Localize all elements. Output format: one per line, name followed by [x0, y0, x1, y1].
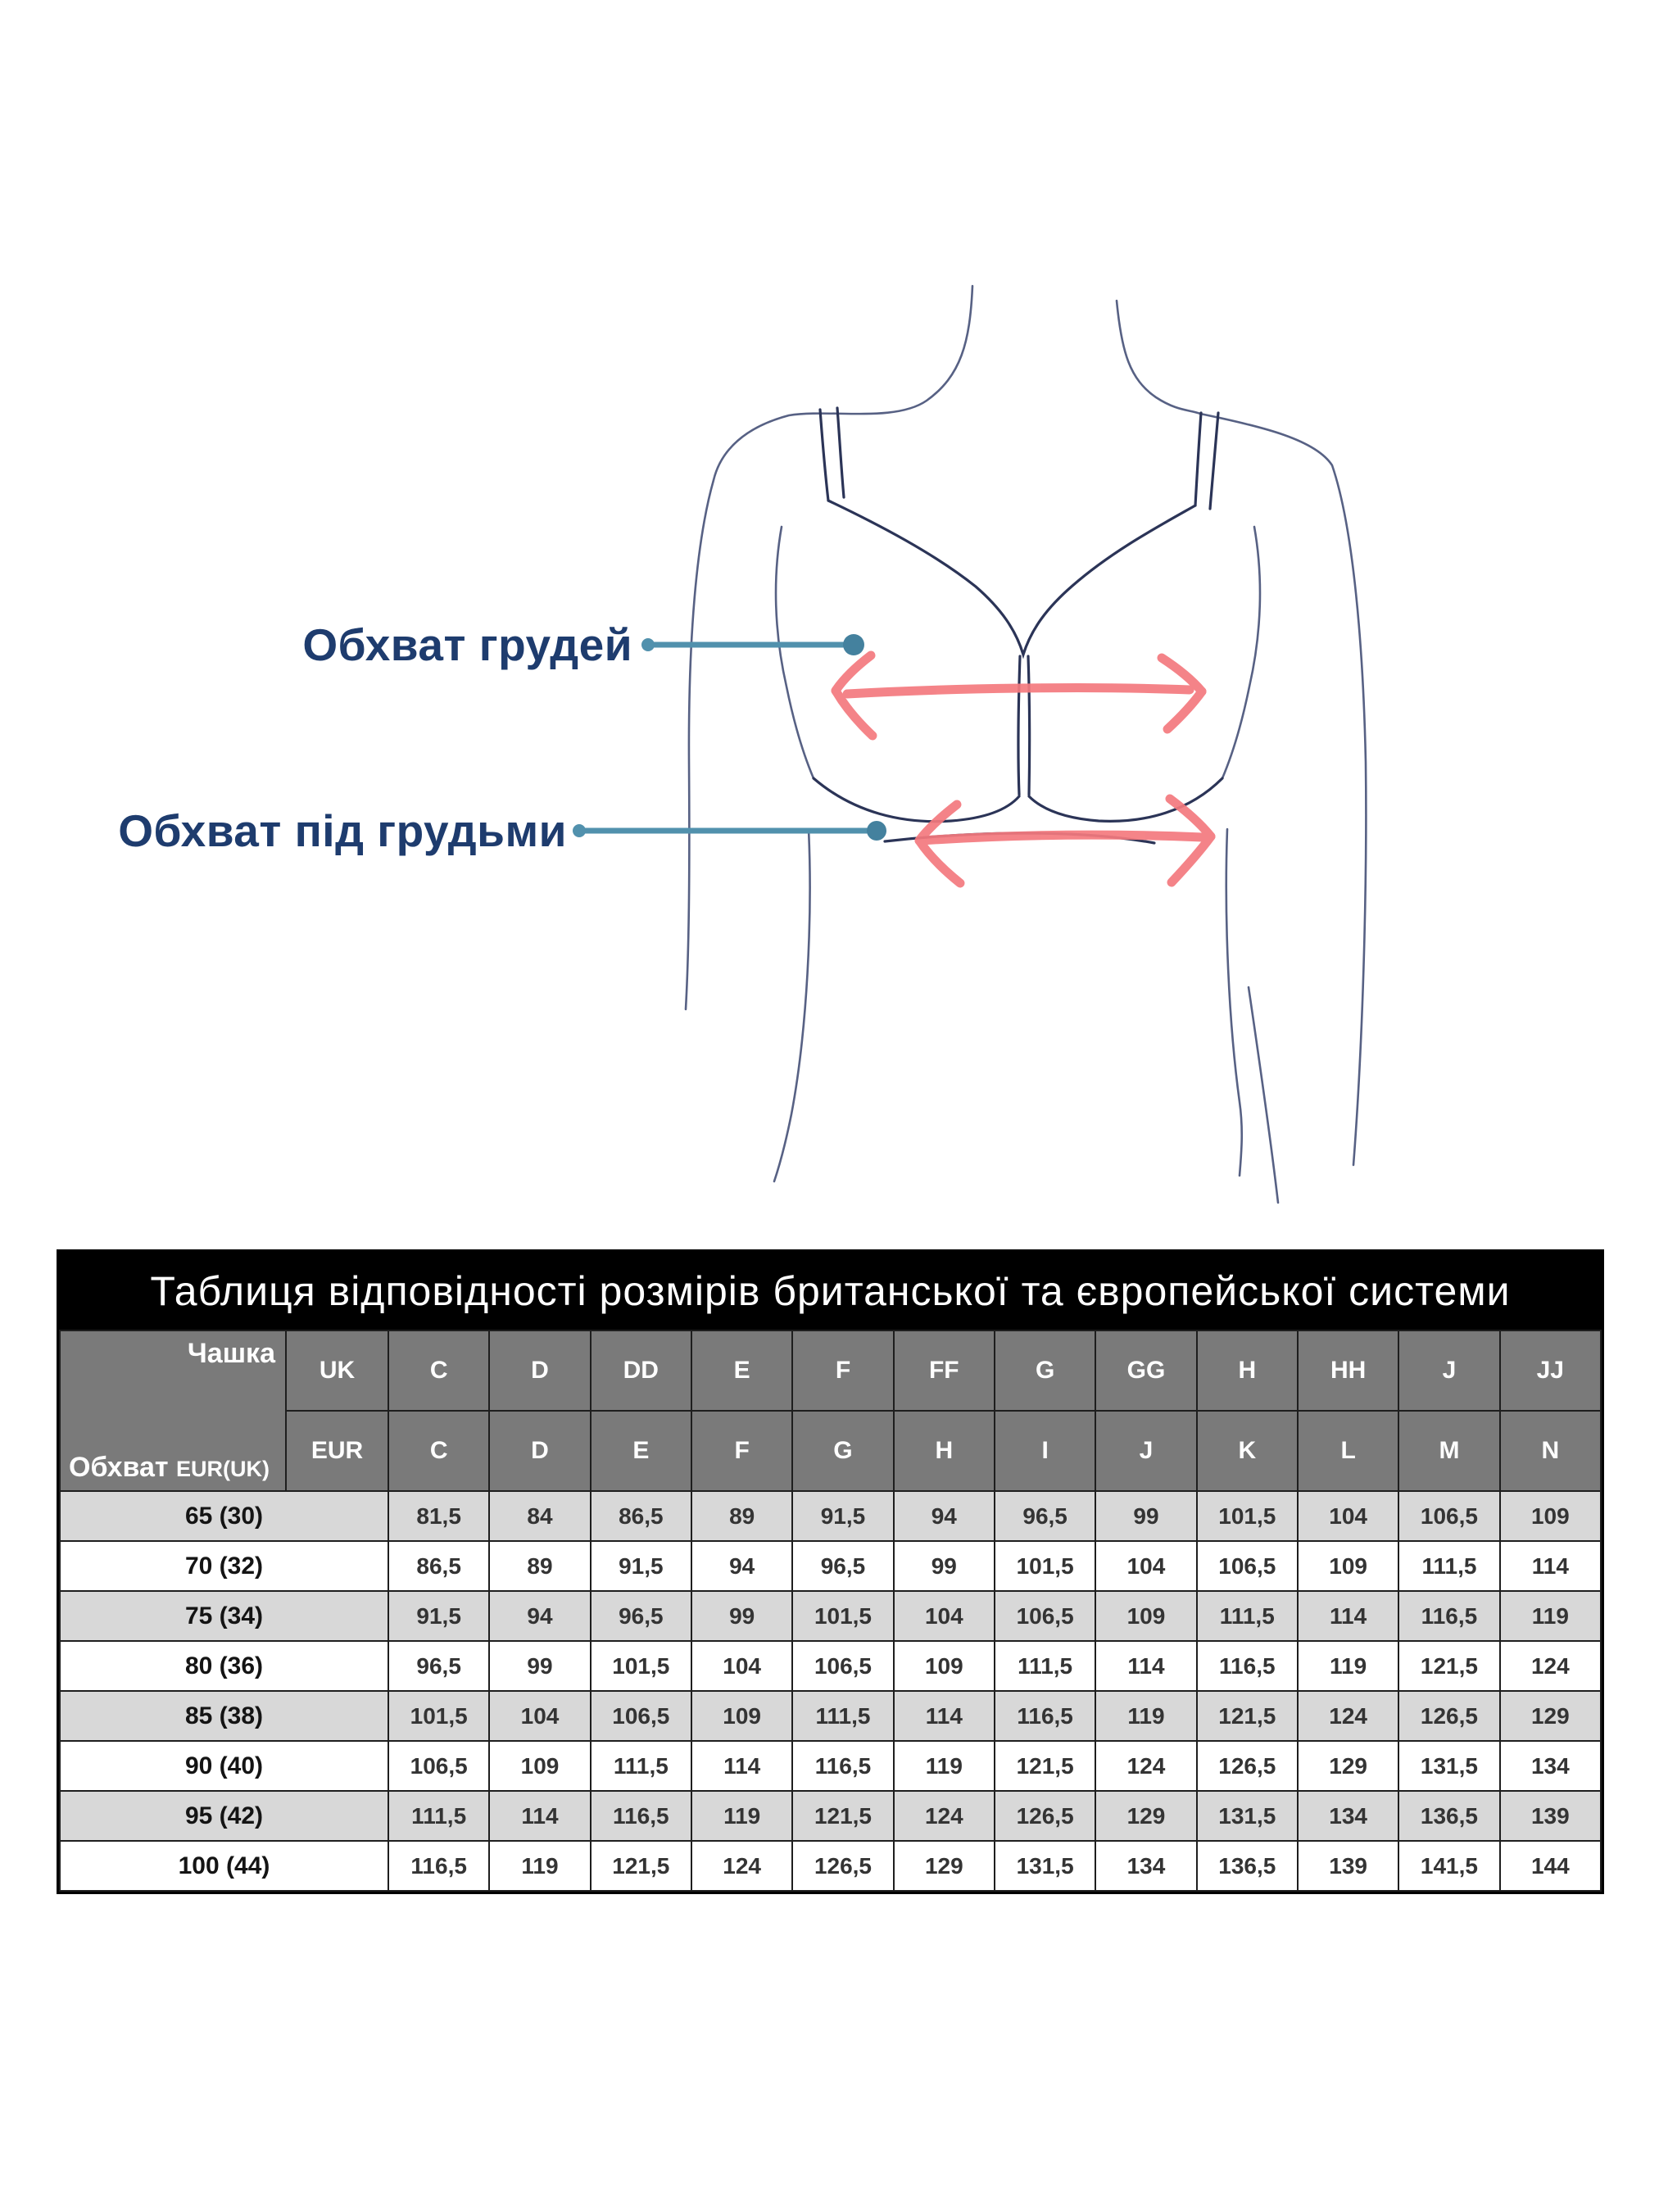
table-row: [60, 1541, 1601, 1591]
size-value-cell: 106,5: [591, 1691, 691, 1741]
size-value-cell: 134: [1500, 1741, 1601, 1791]
cup-size-header: G: [995, 1330, 1095, 1411]
cup-size-header: M: [1398, 1411, 1499, 1491]
size-value-cell: 126,5: [1398, 1691, 1499, 1741]
row-girth-label: 65 (30): [60, 1491, 388, 1541]
size-value-cell: 126,5: [792, 1841, 893, 1891]
table-row: [60, 1491, 1601, 1541]
size-value-cell: 141,5: [1398, 1841, 1499, 1891]
size-value-cell: 121,5: [1197, 1691, 1298, 1741]
row-girth-label: 80 (36): [60, 1641, 388, 1691]
size-value-cell: 126,5: [995, 1791, 1095, 1841]
cup-size-header: D: [489, 1330, 590, 1411]
size-value-cell: 81,5: [388, 1491, 489, 1541]
size-value-cell: 96,5: [388, 1641, 489, 1691]
row-girth-label: 90 (40): [60, 1741, 388, 1791]
underbust-label: Обхват під грудьми: [118, 805, 567, 856]
cup-size-header: E: [591, 1411, 691, 1491]
size-value-cell: 109: [1095, 1591, 1196, 1641]
eur-system-label: EUR: [286, 1411, 388, 1491]
uk-system-label: UK: [286, 1330, 388, 1411]
size-value-cell: 116,5: [591, 1791, 691, 1841]
row-girth-label: 95 (42): [60, 1791, 388, 1841]
size-value-cell: 134: [1298, 1791, 1398, 1841]
cup-size-header: J: [1095, 1411, 1196, 1491]
size-value-cell: 91,5: [792, 1491, 893, 1541]
cup-size-header: FF: [894, 1330, 995, 1411]
size-value-cell: 116,5: [995, 1691, 1095, 1741]
size-value-cell: 101,5: [792, 1591, 893, 1641]
size-value-cell: 136,5: [1197, 1841, 1298, 1891]
table-row: [60, 1841, 1601, 1891]
size-value-cell: 114: [894, 1691, 995, 1741]
size-value-cell: 134: [1095, 1841, 1196, 1891]
size-value-cell: 99: [691, 1591, 792, 1641]
table-row: [60, 1591, 1601, 1641]
underbust-connector-line: [573, 821, 886, 841]
size-value-cell: 96,5: [591, 1591, 691, 1641]
size-value-cell: 106,5: [792, 1641, 893, 1691]
size-value-cell: 94: [489, 1591, 590, 1641]
size-value-cell: 84: [489, 1491, 590, 1541]
cup-size-header: H: [894, 1411, 995, 1491]
size-value-cell: 111,5: [792, 1691, 893, 1741]
size-value-cell: 116,5: [388, 1841, 489, 1891]
size-value-cell: 106,5: [388, 1741, 489, 1791]
size-value-cell: 119: [691, 1791, 792, 1841]
size-value-cell: 109: [894, 1641, 995, 1691]
row-girth-label: 100 (44): [60, 1841, 388, 1891]
row-girth-label: 70 (32): [60, 1541, 388, 1591]
table-row: [60, 1641, 1601, 1691]
size-value-cell: 109: [1500, 1491, 1601, 1541]
size-value-cell: 106,5: [1398, 1491, 1499, 1541]
uk-header-row: [60, 1330, 1601, 1411]
size-value-cell: 131,5: [1398, 1741, 1499, 1791]
size-value-cell: 111,5: [591, 1741, 691, 1791]
size-value-cell: 111,5: [1398, 1541, 1499, 1591]
size-value-cell: 131,5: [1197, 1791, 1298, 1841]
cup-size-header: DD: [591, 1330, 691, 1411]
eur-header-row: [60, 1411, 1601, 1491]
size-value-cell: 104: [1095, 1541, 1196, 1591]
size-value-cell: 121,5: [995, 1741, 1095, 1791]
size-value-cell: 111,5: [995, 1641, 1095, 1691]
size-table: [57, 1249, 1604, 1894]
size-value-cell: 96,5: [995, 1491, 1095, 1541]
size-value-cell: 99: [489, 1641, 590, 1691]
size-value-cell: 121,5: [591, 1841, 691, 1891]
table-row: [60, 1741, 1601, 1791]
cup-size-header: GG: [1095, 1330, 1196, 1411]
size-value-cell: 144: [1500, 1841, 1601, 1891]
size-value-cell: 121,5: [1398, 1641, 1499, 1691]
row-girth-label: 85 (38): [60, 1691, 388, 1741]
size-table-grid: [59, 1330, 1602, 1892]
size-value-cell: 104: [894, 1591, 995, 1641]
size-value-cell: 119: [489, 1841, 590, 1891]
cup-size-header: C: [388, 1411, 489, 1491]
torso-outline-drawing: [686, 286, 1366, 1203]
size-value-cell: 124: [1500, 1641, 1601, 1691]
size-value-cell: 114: [1500, 1541, 1601, 1591]
row-girth-label: 75 (34): [60, 1591, 388, 1641]
size-value-cell: 99: [894, 1541, 995, 1591]
size-value-cell: 114: [1095, 1641, 1196, 1691]
size-value-cell: 129: [1095, 1791, 1196, 1841]
cup-size-header: H: [1197, 1330, 1298, 1411]
size-table-body: [60, 1491, 1601, 1891]
size-value-cell: 101,5: [1197, 1491, 1298, 1541]
size-value-cell: 109: [691, 1691, 792, 1741]
size-value-cell: 109: [1298, 1541, 1398, 1591]
size-value-cell: 129: [1298, 1741, 1398, 1791]
size-value-cell: 124: [691, 1841, 792, 1891]
size-value-cell: 131,5: [995, 1841, 1095, 1891]
cup-size-header: K: [1197, 1411, 1298, 1491]
size-value-cell: 119: [1095, 1691, 1196, 1741]
size-value-cell: 114: [489, 1791, 590, 1841]
size-value-cell: 111,5: [388, 1791, 489, 1841]
size-value-cell: 129: [894, 1841, 995, 1891]
cup-size-header: C: [388, 1330, 489, 1411]
size-value-cell: 106,5: [995, 1591, 1095, 1641]
bust-label: Обхват грудей: [302, 619, 632, 670]
size-value-cell: 104: [489, 1691, 590, 1741]
size-value-cell: 126,5: [1197, 1741, 1298, 1791]
size-value-cell: 119: [1298, 1641, 1398, 1691]
size-value-cell: 124: [1298, 1691, 1398, 1741]
size-value-cell: 124: [1095, 1741, 1196, 1791]
size-value-cell: 116,5: [1197, 1641, 1298, 1691]
size-value-cell: 94: [894, 1491, 995, 1541]
size-value-cell: 96,5: [792, 1541, 893, 1591]
size-value-cell: 119: [1500, 1591, 1601, 1641]
corner-cell: [60, 1330, 286, 1491]
table-row: [60, 1791, 1601, 1841]
size-value-cell: 101,5: [388, 1691, 489, 1741]
bust-connector-line: [641, 634, 864, 655]
table-row: [60, 1691, 1601, 1741]
size-value-cell: 124: [894, 1791, 995, 1841]
cup-size-header: G: [792, 1411, 893, 1491]
size-value-cell: 101,5: [995, 1541, 1095, 1591]
size-value-cell: 116,5: [1398, 1591, 1499, 1641]
size-value-cell: 86,5: [388, 1541, 489, 1591]
size-value-cell: 104: [691, 1641, 792, 1691]
size-value-cell: 106,5: [1197, 1541, 1298, 1591]
size-value-cell: 86,5: [591, 1491, 691, 1541]
size-value-cell: 99: [1095, 1491, 1196, 1541]
cup-size-header: HH: [1298, 1330, 1398, 1411]
size-value-cell: 89: [489, 1541, 590, 1591]
corner-girth-label: Обхват EUR(UK): [69, 1452, 270, 1483]
table-title: Таблиця відповідності розмірів британської та європейської системи: [59, 1252, 1602, 1330]
size-value-cell: 139: [1500, 1791, 1601, 1841]
bra-outline-drawing: [814, 408, 1222, 843]
cup-size-header: E: [691, 1330, 792, 1411]
cup-size-header: D: [489, 1411, 590, 1491]
size-value-cell: 101,5: [591, 1641, 691, 1691]
size-value-cell: 121,5: [792, 1791, 893, 1841]
cup-size-header: F: [792, 1330, 893, 1411]
size-value-cell: 114: [691, 1741, 792, 1791]
size-value-cell: 91,5: [591, 1541, 691, 1591]
size-value-cell: 139: [1298, 1841, 1398, 1891]
size-value-cell: 129: [1500, 1691, 1601, 1741]
size-value-cell: 104: [1298, 1491, 1398, 1541]
cup-size-header: L: [1298, 1411, 1398, 1491]
size-value-cell: 116,5: [792, 1741, 893, 1791]
size-value-cell: 114: [1298, 1591, 1398, 1641]
size-value-cell: 109: [489, 1741, 590, 1791]
size-value-cell: 119: [894, 1741, 995, 1791]
cup-size-header: N: [1500, 1411, 1601, 1491]
size-value-cell: 136,5: [1398, 1791, 1499, 1841]
cup-size-header: JJ: [1500, 1330, 1601, 1411]
size-value-cell: 91,5: [388, 1591, 489, 1641]
size-value-cell: 94: [691, 1541, 792, 1591]
cup-size-header: J: [1398, 1330, 1499, 1411]
size-value-cell: 111,5: [1197, 1591, 1298, 1641]
cup-size-header: F: [691, 1411, 792, 1491]
cup-size-header: I: [995, 1411, 1095, 1491]
size-value-cell: 89: [691, 1491, 792, 1541]
corner-cup-label: Чашка: [187, 1338, 275, 1369]
